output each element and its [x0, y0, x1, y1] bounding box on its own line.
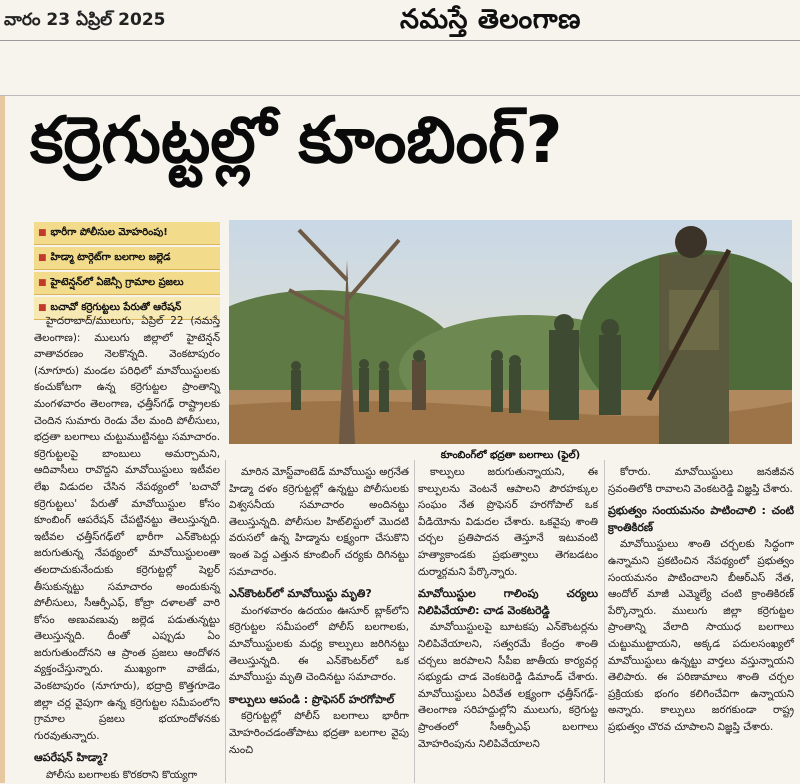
article-paragraph: కోరారు. మావోయిస్టులు జనజీవన స్రవంతిలోకి రావాలని వెంకటరెడ్డి విజ్ఞప్తి చేశారు.: [608, 466, 794, 495]
forest-patrol-illustration: [229, 220, 792, 444]
article-column-4: [608, 464, 794, 736]
article-paragraph: మారిన మోస్ట్‌వాంటెడ్ మావోయిస్టు అగ్రనేత హిడ్మా దళం కర్రెగుట్టల్లో ఉన్నట్టు పోలీసులకు విశ్వసనీయ సమాచారం అందినట్టు తెలుస్తున్నది. పోలీసుల హిట్‌లిస్టులో మొదటి వరుసలో ఉన్న హిడ్మాను లక్ష్యంగా చేసుకొని ఇంత పెద్ద ఎత్తున కూంబింగ్ చర్యకు దిగినట్టు సమాచారం.: [229, 466, 409, 578]
bullet-icon: ■: [38, 228, 47, 238]
highlight-item: ■ హైటెన్షన్‌లో ఏజెన్సీ గ్రామాల ప్రజలు: [34, 272, 220, 295]
article-column-2: [229, 464, 409, 758]
article-column-3: [418, 464, 598, 752]
newspaper-masthead: నమస్తే తెలంగాణ: [400, 4, 581, 35]
header-rule: [0, 40, 800, 41]
article-paragraph: మంగళవారం ఉదయం ఊసూర్ బ్లాక్‌లోని కర్రెగుట్టల సమీపంలో పోలీస్ బలగాలకు, మావోయిస్టులకు మధ్య కాల్పులు జరిగినట్టు తెలుస్తున్నది. ఈ ఎన్‌కౌంటర్‌లో ఒక మావోయిస్టు మృతి చెందినట్టు సమాచారం.: [229, 604, 409, 684]
article-paragraph: హైదరాబాద్/ములుగు, ఏప్రిల్ 22 (నమస్తే తెలంగాణ): ములుగు జిల్లాలో హైటెన్షన్ వాతావరణం నెలకొన్నది. వెంకటాపురం (నూగూరు) మండల పరిధిలో మావోయిస్టులకు కంచుకోటగా ఉన్న కర్రెగుట్టల ప్రాంతాన్ని మంగళవారం తెలంగాణ, ఛత్తీస్‌గఢ్ రాష్ట్రాలకు చెందిన సుమారు రెండు వేల మంది పోలీసులు, భద్రతా బలగాలు చుట్టుముట్టినట్టు సమాచారం. కర్రెగుట్టలపై బాంబులు అమర్చామని, ఆదివాసీలు రావొద్దని మావోయిస్టులు ఇటీవల లేఖ విడుదల చేసిన నేపథ్యంలో 'బచావో కర్రెగుట్టలు' పేరుతో మావోయిస్టుల కోసం కూంబింగ్ ఆపరేషన్ చేపట్టినట్టు తెలుస్తున్నది. ఇటీవల ఛత్తీస్‌గఢ్‌లో భారీగా ఎన్‌కౌంటర్లు జరుగుతున్న నేపథ్యంలో మావోయిస్టులంతా తలదాచుకునేందుకు కర్రెగుట్టల్లో షెల్టర్ తీసుకున్నట్టు సమాచారం అందుకున్న పోలీసులు, సీఆర్పీఎఫ్, కోబ్రా దళాలతో వారి కోసం అణువణువు జల్లెడ పడుతున్నట్టు తెలుస్తున్నది. దీంతో ఎప్పుడు ఏం జరుగుతుందోనని ఆ ప్రాంత ప్రజలు ఆందోళన వ్యక్తంచేస్తున్నారు. ముఖ్యంగా వాజేడు, వెంకటాపురం (నూగూరు), భద్రాద్రి కొత్తగూడెం జిల్లా చర్ల వైపుగా ఉన్న కర్రెగుట్టల సమీపంలోని గ్రామాల ప్రజలు భయాందోళనకు గురవుతున్నారు.: [34, 315, 220, 742]
left-margin-bar: [0, 96, 5, 783]
article-paragraph: కర్రెగుట్టల్లో పోలీస్ బలగాలు భారీగా మోహరించడంతోపాటు భద్రతా బలగాల వైపు నుంచి: [229, 710, 409, 756]
article-subheading: ఆపరేషన్ హిడ్మా?: [34, 751, 109, 765]
column-divider: [604, 460, 605, 783]
article-paragraph: మావోయిస్టులపై బూటకపు ఎన్‌కౌంటర్లను నిలిపివేయాలని, సత్వరమే కేంద్రం శాంతి చర్చలు జరపాలని సీపీఐ జాతీయ కార్యవర్గ సభ్యుడు చాడ వెంకటరెడ్డి డిమాండ్ చేశారు. మావోయిస్టులు ఏరివేత లక్ష్యంగా ఛత్తీస్‌గఢ్-తెలంగాణ సరిహద్దుల్లోని ములుగు, కర్రెగుట్ట ప్రాంతంలో సీఆర్పీఎఫ్ బలగాలు మోహరింపును నిలిపివేయాలని: [418, 621, 598, 750]
highlights-box: [34, 222, 220, 322]
column-divider: [414, 460, 415, 783]
article-column-1: [34, 313, 220, 784]
article-subheading: మావోయిస్టుల గాలింపు చర్యలు నిలిపివేయాలి: చాడ వెంకటరెడ్డి: [418, 587, 598, 617]
article-paragraph: పోలీసు బలగాలకు కొరకరాని కొయ్యగా: [46, 769, 198, 782]
article-subheading: కాల్పులు ఆపండి : ప్రొఫెసర్ హరగోపాల్: [229, 692, 395, 706]
header-rule-lower: [0, 95, 800, 96]
bullet-icon: ■: [38, 278, 47, 288]
photo-caption: కూంబింగ్‌లో భద్రతా బలగాలు (ఫైల్): [440, 450, 581, 461]
article-subheading: ఎన్‌కౌంటర్‌లో మావోయిస్టు మృతి?: [229, 587, 372, 601]
column-divider: [225, 460, 226, 783]
highlight-item: ■ బచావో కర్రెగుట్టలు పేరుతో ఆరేషన్: [34, 297, 220, 320]
bullet-icon: ■: [38, 253, 47, 263]
article-paragraph: మావోయిస్టులు శాంతి చర్చలకు సిద్ధంగా ఉన్నామని ప్రకటించిన నేపథ్యంలో ప్రభుత్వం సంయమనం పాటించాలని బీఆర్ఎస్ నేత, ఆందోల్ మాజీ ఎమ్మెల్యే చంటి క్రాంతికిరణ్ పేర్కొన్నారు. ములుగు జిల్లా కర్రెగుట్టల ప్రాంతాన్ని వేలాది సాయుధ బలగాలు చుట్టుముట్టాయని, అక్కడ పదులసంఖ్యలో మావోయిస్టులు ఉన్నట్టు వార్తలు వస్తున్నాయని తెలిపారు. ఈ పరిణామాలు శాంతి చర్చల ప్రక్రియకు భంగం కలిగించేవిగా ఉన్నాయని అన్నారు. కాల్పులు జరగకుండా రాష్ట్ర ప్రభుత్వం చొరవ చూపాలని విజ్ఞప్తి చేశారు.: [608, 538, 794, 733]
bullet-icon: ■: [38, 303, 47, 313]
soldier-foreground: [649, 226, 729, 444]
article-paragraph: కాల్పులు జరుగుతున్నాయని, ఈ కాల్పులను వెంటనే ఆపాలని పౌరహక్కుల సంఘం నేత ప్రొఫెసర్ హరగోపాల్ ఒక వీడియోను విడుదల చేశారు. ఒకవైపు శాంతి చర్చల ప్రతిపాదన తెస్తూనే ఇటువంటి హత్యాకాండకు ప్రభుత్వాలు తెగబడటం దుర్మార్గమని పేర్కొన్నారు.: [418, 466, 598, 578]
highlight-item: ■ భారీగా పోలీసుల మోహరింపు!: [34, 222, 220, 245]
edition-date: వారం 23 ఏప్రిల్ 2025: [4, 10, 166, 30]
article-subheading: ప్రభుత్వం సంయమనం పాటించాలి : చంటి క్రాంతికిరణ్: [608, 504, 794, 534]
highlight-item: ■ హిడ్మా టార్గెట్‌గా బలగాల జల్లెడ: [34, 247, 220, 270]
article-headline: కర్రెగుట్టల్లో కూంబింగ్?: [30, 104, 563, 178]
news-photo: [229, 220, 792, 444]
